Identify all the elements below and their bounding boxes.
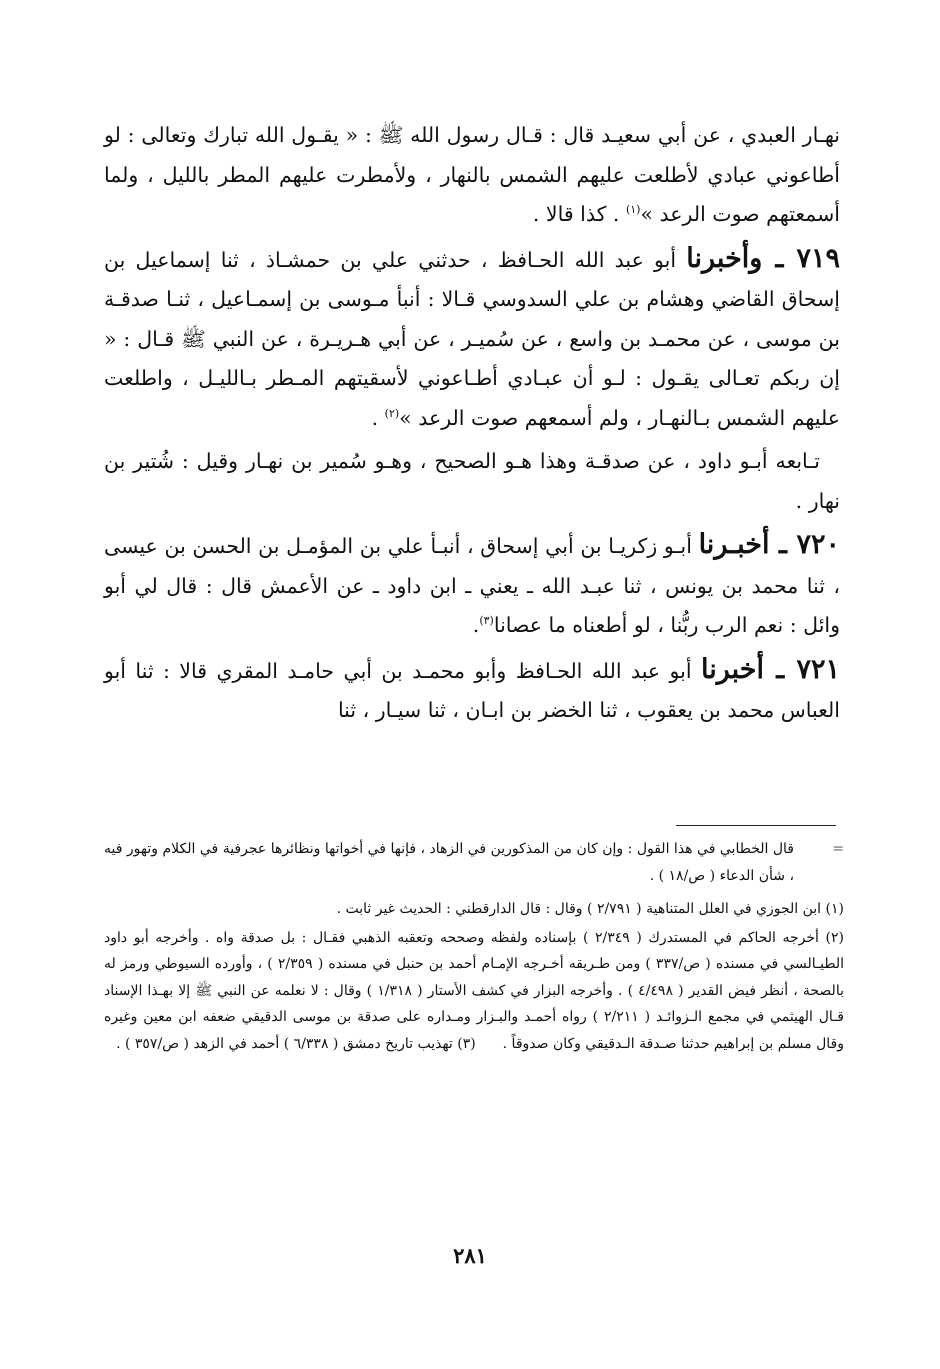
hadith-text: أبو عبد الله الحـافظ ، حدثني علي بن حمشـاذ ، ثنا إسماعيل بن إسحاق القاضي وهشام بن علي السدوسي قـالا : أنبأ مـوسى بن إسمـاعيل ، ثنـا صدقـة بن موسى ، عن محمـد بن واسع ، عن سُميـر ، عن أبي هـريـرة ، عن النبي ﷺ قـال : « إن ربكم تعـالى يقـول : لـو أن عبـادي أطـاعوني لأسقيتهم المـطر بـالليـل ، واطلعت عليهم الشمس بـالنهـار ، ولم أسمعهم صوت الرعد » [104,247,840,430]
footnote-ref-2: (٢) [384,406,400,420]
footnotes [104,836,844,1057]
paragraph-text: نهـار العبدي ، عن أبي سعيـد قال : قـال رسول الله ﷺ : « يقـول الله تبارك وتعالى : لو أطاعوني عبادي لأطلعت عليهم الشمس بالنهار ، ولأمطرت عليهم المطر بالليل ، ولما أسمعتهم صوت الرعد » [104,123,840,226]
hadith-number: ٧١٩ ـ [762,242,840,274]
footnote-ref-1: (١) [625,203,641,217]
footnote-divider [676,825,836,826]
footnote-label: (١) [825,901,844,917]
hadith-number: ٧٢١ ـ [763,653,840,685]
hadith-keyword: وأخبرنا [686,242,763,274]
hadith-720 [104,525,840,646]
footnote-label: (٢) [825,929,844,946]
hadith-721 [104,650,840,731]
paragraph-continuation [104,116,840,235]
footnote-2 [104,925,844,1058]
footnote-continuation [104,836,844,889]
commentary-paragraph: تـابعه أبـو داود ، عن صدقـة وهذا هـو الصحيح ، وهـو سُمير بن نهـار وقيل : شُتير بن نهار . [104,449,840,513]
hadith-719 [104,239,840,439]
hadith-number: ٧٢٠ ـ [769,529,840,560]
hadith-keyword: أخبرنا [700,653,764,685]
footnote-text: ابن الجوزي في العلل المتناهية ( ٢/٧٩١ ) وقال : قال الدارقطني : الحديث غير ثابت . [336,901,822,917]
paragraph-tail: . كذا قالا . [532,202,626,226]
footnote-continuation-text: قال الخطابي في هذا القول : وإن كان من المذكورين في الزهاد ، فإنها في أخواتها ونظائرها عجرفية في الكلام وتهور فيه ، شأن الدعاء ( ص/١٨ ) . [104,841,794,884]
hadith-tail: . [472,613,480,637]
continuation-mark: = [832,841,844,857]
footnote-1 [104,896,844,923]
footnote-text: أخرجه الحاكم في المستدرك ( ٢/٣٤٩ ) بإسناده ولفظه وصححه وتعقبه الذهبي فقـال : بل صدقة واه . وأخرجه أبو داود الطيـالسي في مسنده ( ص/٣٣٧ ) ومن طـريقه أخـرجه الإمـام أحمد بن حنبل في مسنده ( ٢/٣٥٩ ) ، وأورده السيوطي ورمز له بالصحة ، أنظر فيض القدير ( ٤/٤٩٨ ) . وأخرجه البزار في كشف الأستار ( ١/٣١٨ ) وقال : لا نعلمه عن النبي ﷺ إلا بهـذا الإسناد قـال الهيثمي في مجمع الـزوائـد ( ٢/٢١١ ) رواه أحمـد والبـزار ومـداره على صدقة بن موسى الدقيقي ضعفه ابن معين وغيره وقال مسلم بن إبراهيم حدثنا صـدقة الـدقيقي وكان صدوقاً . [104,929,844,1052]
hadith-text: أبو عبد الله الحـافظ وأبو محمـد بن أبي حامـد المقري قالا : ثنا أبو العباس محمد بن يعقوب ، ثنا الخضر بن ابـان ، ثنا سيـار ، ثنا [104,658,840,722]
hadith-tail: . [371,405,385,430]
page-number: ٢٨١ [453,1243,487,1268]
footnote-label: (٣) [457,1035,476,1052]
hadith-keyword: أخبـرنا [698,529,770,560]
footnote-ref-3: (٣) [479,614,494,628]
main-text [104,116,840,731]
hadith-text: أبـو زكريـا بن أبي إسحاق ، أنبـأ علي بن المؤمـل بن الحسن بن عيسى ، ثنا محمد بن يونس ، ثنا عبـد الله ـ يعني ـ ابن داود ـ عن الأعمش قال : قال لي أبو وائل : نعم الرب ربُّنا ، لو أطعناه ما عصانا [104,534,840,637]
footnote-text: تهذيب تاريخ دمشق ( ٦/٣٣٨ ) أحمد في الزهد ( ص/٣٥٧ ) . [116,1035,453,1052]
